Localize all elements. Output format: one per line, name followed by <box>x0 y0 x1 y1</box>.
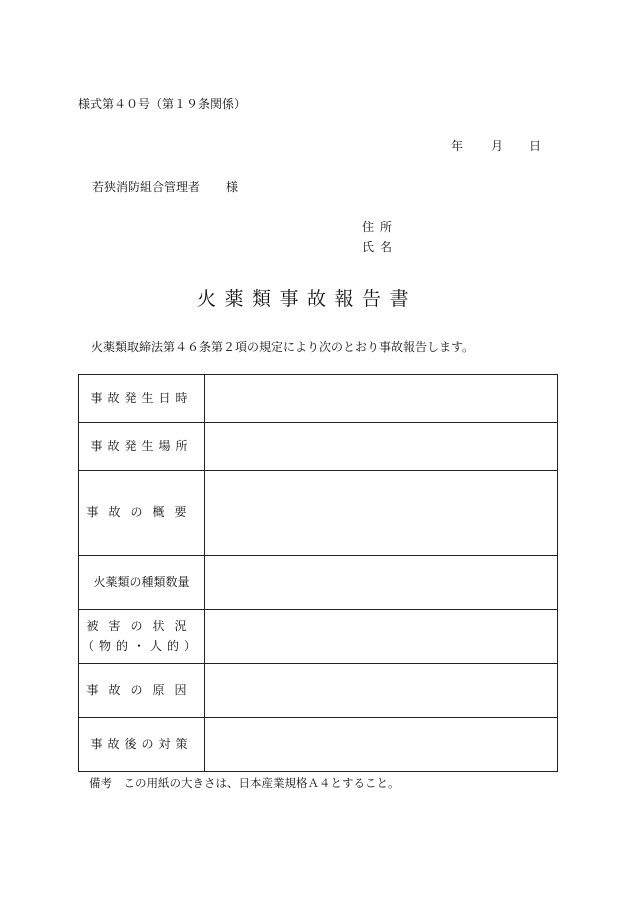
remark-note: 備考 この用紙の大きさは、日本産業規格Ａ４とすること。 <box>89 776 400 790</box>
row-value-countermeasure[interactable] <box>205 718 558 772</box>
addressee-honorific: 様 <box>226 180 239 194</box>
date-month-label: 月 <box>491 139 504 153</box>
table-row <box>79 664 558 718</box>
row-label-cause: 事故の原因 <box>79 664 205 718</box>
row-value-occurrence-place[interactable] <box>205 423 558 471</box>
table-row <box>79 718 558 772</box>
row-label-damage-sub: （物的・人的） <box>81 638 201 653</box>
table-row <box>79 471 558 556</box>
row-label-explosive-type-quantity: 火薬類の種類数量 <box>79 556 205 610</box>
report-statement: 火薬類取締法第４６条第２項の規定により次のとおり事故報告します。 <box>91 340 475 354</box>
row-value-cause[interactable] <box>205 664 558 718</box>
row-value-explosive-type-quantity[interactable] <box>205 556 558 610</box>
row-value-damage-status[interactable] <box>205 610 558 664</box>
form-number: 様式第４０号（第１９条関係） <box>78 97 247 111</box>
row-label-damage-main: 被害の状況 <box>86 619 197 634</box>
applicant-address-label: 住所 <box>362 220 399 234</box>
date-day-label: 日 <box>529 139 542 153</box>
report-table <box>78 374 558 772</box>
table-row <box>79 423 558 471</box>
row-value-summary[interactable] <box>205 471 558 556</box>
table-row <box>79 610 558 664</box>
applicant-name-label: 氏名 <box>362 240 399 254</box>
row-label-occurrence-datetime: 事故発生日時 <box>79 375 205 423</box>
row-label-occurrence-place: 事故発生場所 <box>79 423 205 471</box>
document-title: 火薬類事故報告書 <box>197 288 418 310</box>
table-row <box>79 375 558 423</box>
row-value-occurrence-datetime[interactable] <box>205 375 558 423</box>
row-label-countermeasure: 事故後の対策 <box>79 718 205 772</box>
table-row <box>79 556 558 610</box>
addressee: 若狭消防組合管理者 <box>92 180 201 194</box>
date-year-label: 年 <box>451 139 464 153</box>
row-label-damage-status <box>79 610 205 664</box>
row-label-summary: 事故の概要 <box>79 471 205 556</box>
